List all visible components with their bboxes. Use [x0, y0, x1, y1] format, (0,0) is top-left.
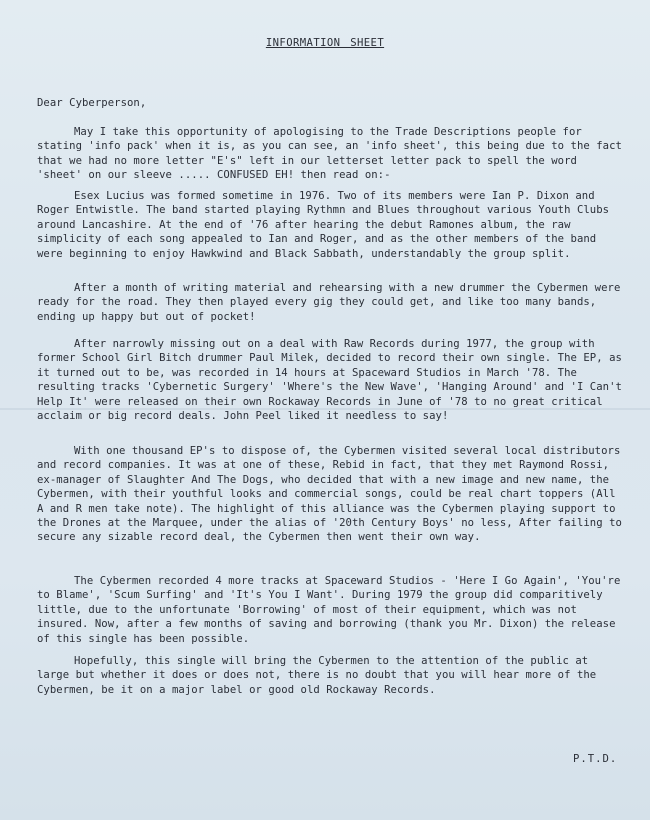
- signature-initials: P.T.D.: [573, 753, 618, 765]
- paragraph-management: With one thousand EP's to dispose of, the Cybermen visited several local distributors and record companies. It was at one of these, Rebid in fact, that they met Raymond Rossi, ex-manager of Slaughter And The Dogs, who decided that with a new image and new name, the Cybermen, with their youthful looks and commercial songs, could be real chart toppers (All A and R men take note). The highlight of this alliance was the Cybermen playing support to the Drones at the Marquee, under the alias of '20th Century Boys' no less, After failing to secure any sizable record deal, the Cybermen then went their own way.: [37, 445, 622, 544]
- salutation: Dear Cyberperson,: [37, 97, 147, 109]
- paragraph-band-origins: Esex Lucius was formed sometime in 1976. Two of its members were Ian P. Dixon and Roger Entwistle. The band started playing Rythmn and Blues throughout various Youth Clubs around Lancashire. At the end of '76 after hearing the debut Ramones album, the raw simplicity of each song appealed to Ian and Roger, and as the other members of the band were beginning to enjoy Hawkwind and Black Sabbath, understandably the group split.: [37, 190, 610, 260]
- paragraph-first-ep: After narrowly missing out on a deal with Raw Records during 1977, the group with former School Girl Bitch drummer Paul Milek, decided to record their own single. The EP, as it turned out to be, was recorded in 14 hours at Spaceward Studios in March '78. The resulting tracks 'Cybernetic Surgery' 'Where's the New Wave', 'Hanging Around' and 'I Can't Help It' were released on their own Rockaway Records in June of '78 to no great critical acclaim or big record deals. John Peel liked it needless to say!: [37, 338, 622, 423]
- sheet-title: INFORMATION SHEET: [265, 37, 385, 49]
- paragraph-new-tracks: The Cybermen recorded 4 more tracks at Spaceward Studios - 'Here I Go Again', 'You're to Blame', 'Scum Surfing' and 'It's You I Want'. During 1979 the group did comparitively little, due to the unfortunate 'Borrowing' of most of their equipment, which was not insured. Now, after a few months of saving and borrowing (thank you Mr. Dixon) the release of this single has been possible.: [37, 575, 621, 645]
- paper-fold-line: [0, 408, 650, 410]
- paragraph-closing: Hopefully, this single will bring the Cybermen to the attention of the public at large but whether it does or does not, there is no doubt that you will hear more of the Cybermen, be it on a major label or good old Rockaway Records.: [37, 655, 597, 696]
- paragraph-apology: May I take this opportunity of apologising to the Trade Descriptions people for stating 'info pack' when it is, as you can see, an 'info sheet', this being due to the fact that we had no more letter "E's" left in our letterset letter pack to spell the word 'sheet' on our sleeve ..... CONFUSED EH! then read on:-: [37, 126, 622, 182]
- paragraph-road: After a month of writing material and rehearsing with a new drummer the Cybermen were ready for the road. They then played every gig they could get, and like too many bands, ending up happy but out of pocket!: [37, 282, 621, 323]
